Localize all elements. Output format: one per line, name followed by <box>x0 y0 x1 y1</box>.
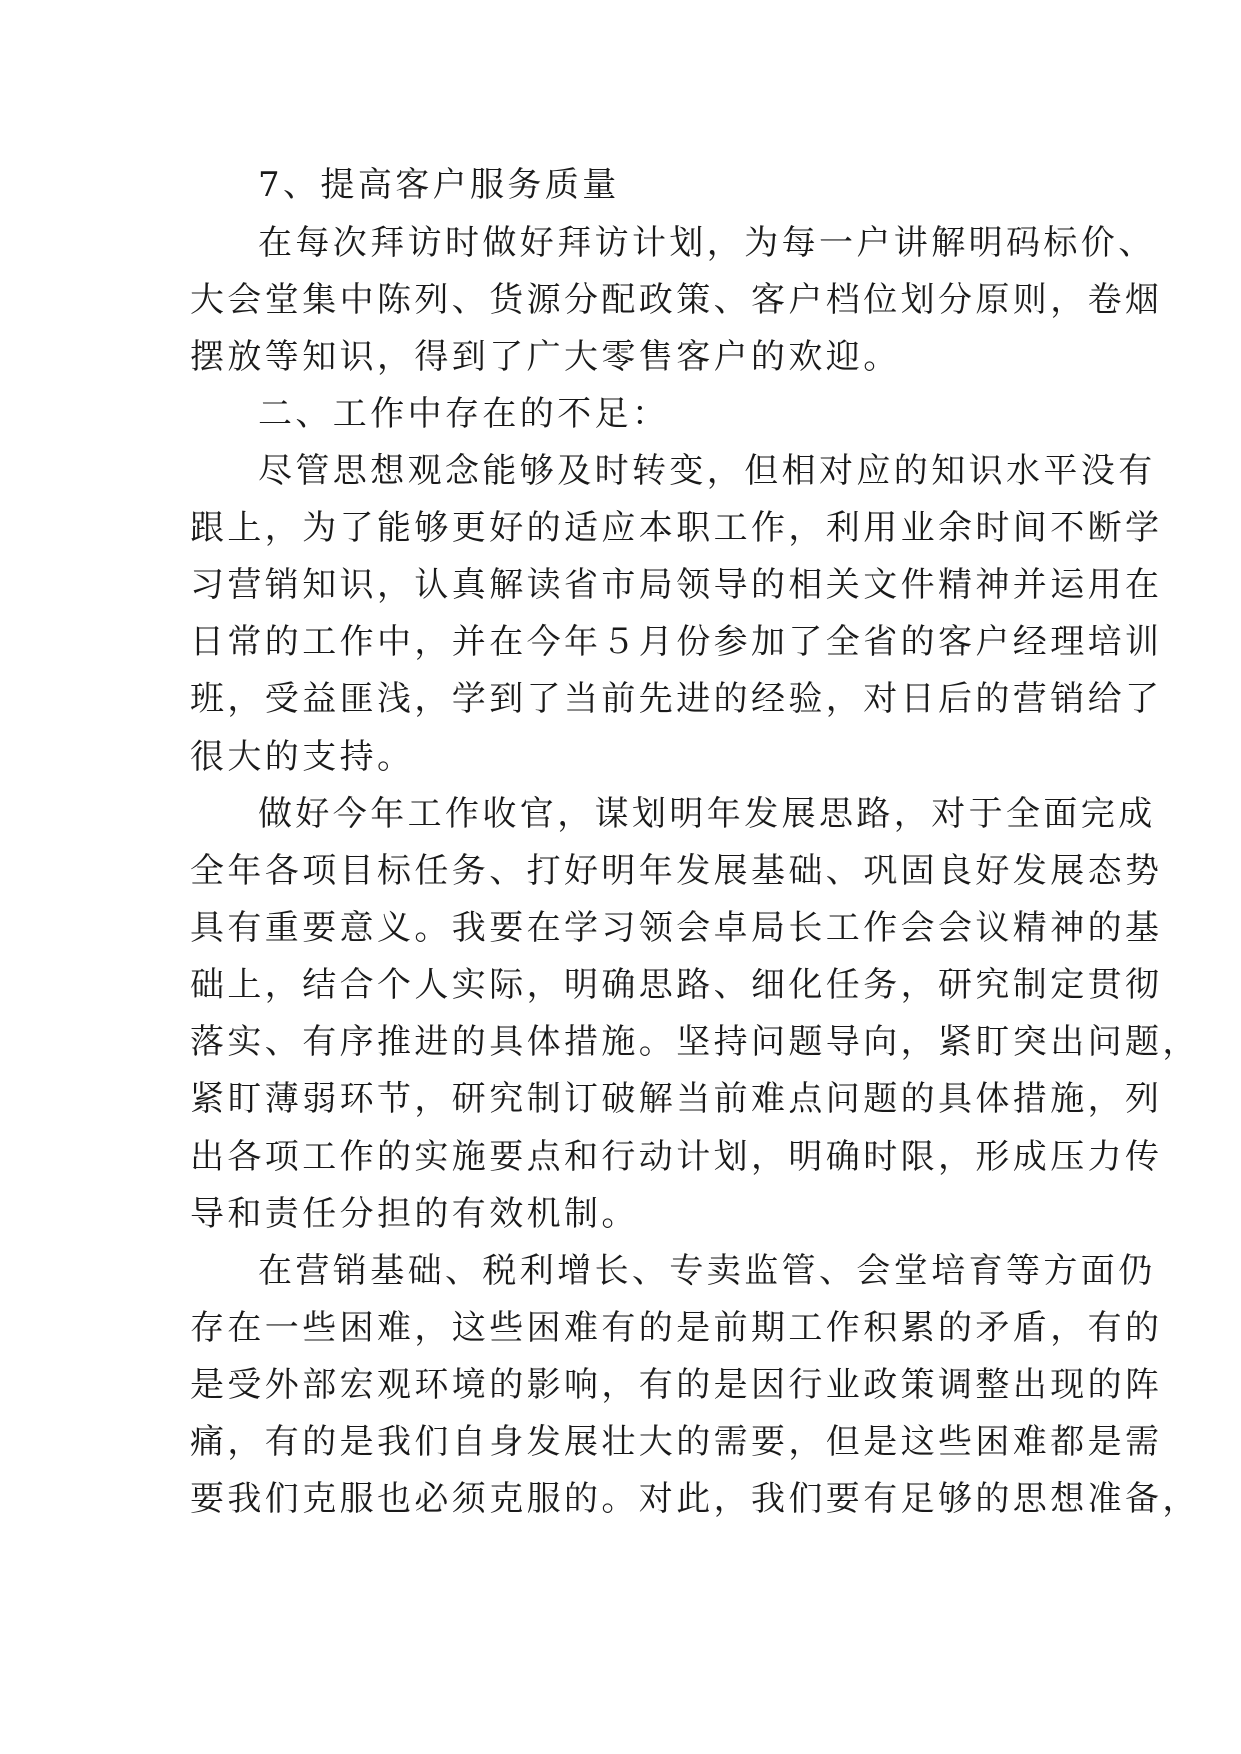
paragraph-line: 在每次拜访时做好拜访计划，为每一户讲解明码标价、 <box>258 223 1156 263</box>
paragraph-line: 存在一些困难，这些困难有的是前期工作积累的矛盾，有的 <box>190 1308 1163 1348</box>
paragraph-line: 日常的工作中，并在今年５月份参加了全省的客户经理培训 <box>190 622 1163 662</box>
paragraph-line: 全年各项目标任务、打好明年发展基础、巩固良好发展态势 <box>190 851 1163 891</box>
paragraph-line: 要我们克服也必须克服的。对此，我们要有足够的思想准备， <box>190 1479 1200 1519</box>
paragraph-line: 具有重要意义。我要在学习领会卓局长工作会会议精神的基 <box>190 908 1163 948</box>
paragraph-line: 落实、有序推进的具体措施。坚持问题导向，紧盯突出问题， <box>190 1022 1200 1062</box>
paragraph-line: 是受外部宏观环境的影响，有的是因行业政策调整出现的阵 <box>190 1365 1163 1405</box>
paragraph-line: 摆放等知识，得到了广大零售客户的欢迎。 <box>190 337 901 377</box>
paragraph-line: 习营销知识，认真解读省市局领导的相关文件精神并运用在 <box>190 565 1163 605</box>
paragraph-line: 痛，有的是我们自身发展壮大的需要，但是这些困难都是需 <box>190 1422 1163 1462</box>
paragraph-line: 大会堂集中陈列、货源分配政策、客户档位划分原则，卷烟 <box>190 280 1163 320</box>
paragraph-line: 出各项工作的实施要点和行动计划，明确时限，形成压力传 <box>190 1137 1163 1177</box>
paragraph-line: 导和责任分担的有效机制。 <box>190 1194 639 1234</box>
paragraph-line: 很大的支持。 <box>190 737 415 777</box>
section-heading: 7、提高客户服务质量 <box>258 165 620 205</box>
paragraph-line: 班，受益匪浅，学到了当前先进的经验，对日后的营销给了 <box>190 679 1163 719</box>
section-heading: 二、工作中存在的不足： <box>258 394 670 434</box>
paragraph-line: 在营销基础、税利增长、专卖监管、会堂培育等方面仍 <box>258 1251 1156 1291</box>
paragraph-line: 础上，结合个人实际，明确思路、细化任务，研究制定贯彻 <box>190 965 1163 1005</box>
paragraph-line: 跟上，为了能够更好的适应本职工作，利用业余时间不断学 <box>190 508 1163 548</box>
paragraph-line: 做好今年工作收官，谋划明年发展思路，对于全面完成 <box>258 794 1156 834</box>
paragraph-line: 尽管思想观念能够及时转变，但相对应的知识水平没有 <box>258 451 1156 491</box>
paragraph-line: 紧盯薄弱环节，研究制订破解当前难点问题的具体措施，列 <box>190 1079 1163 1119</box>
